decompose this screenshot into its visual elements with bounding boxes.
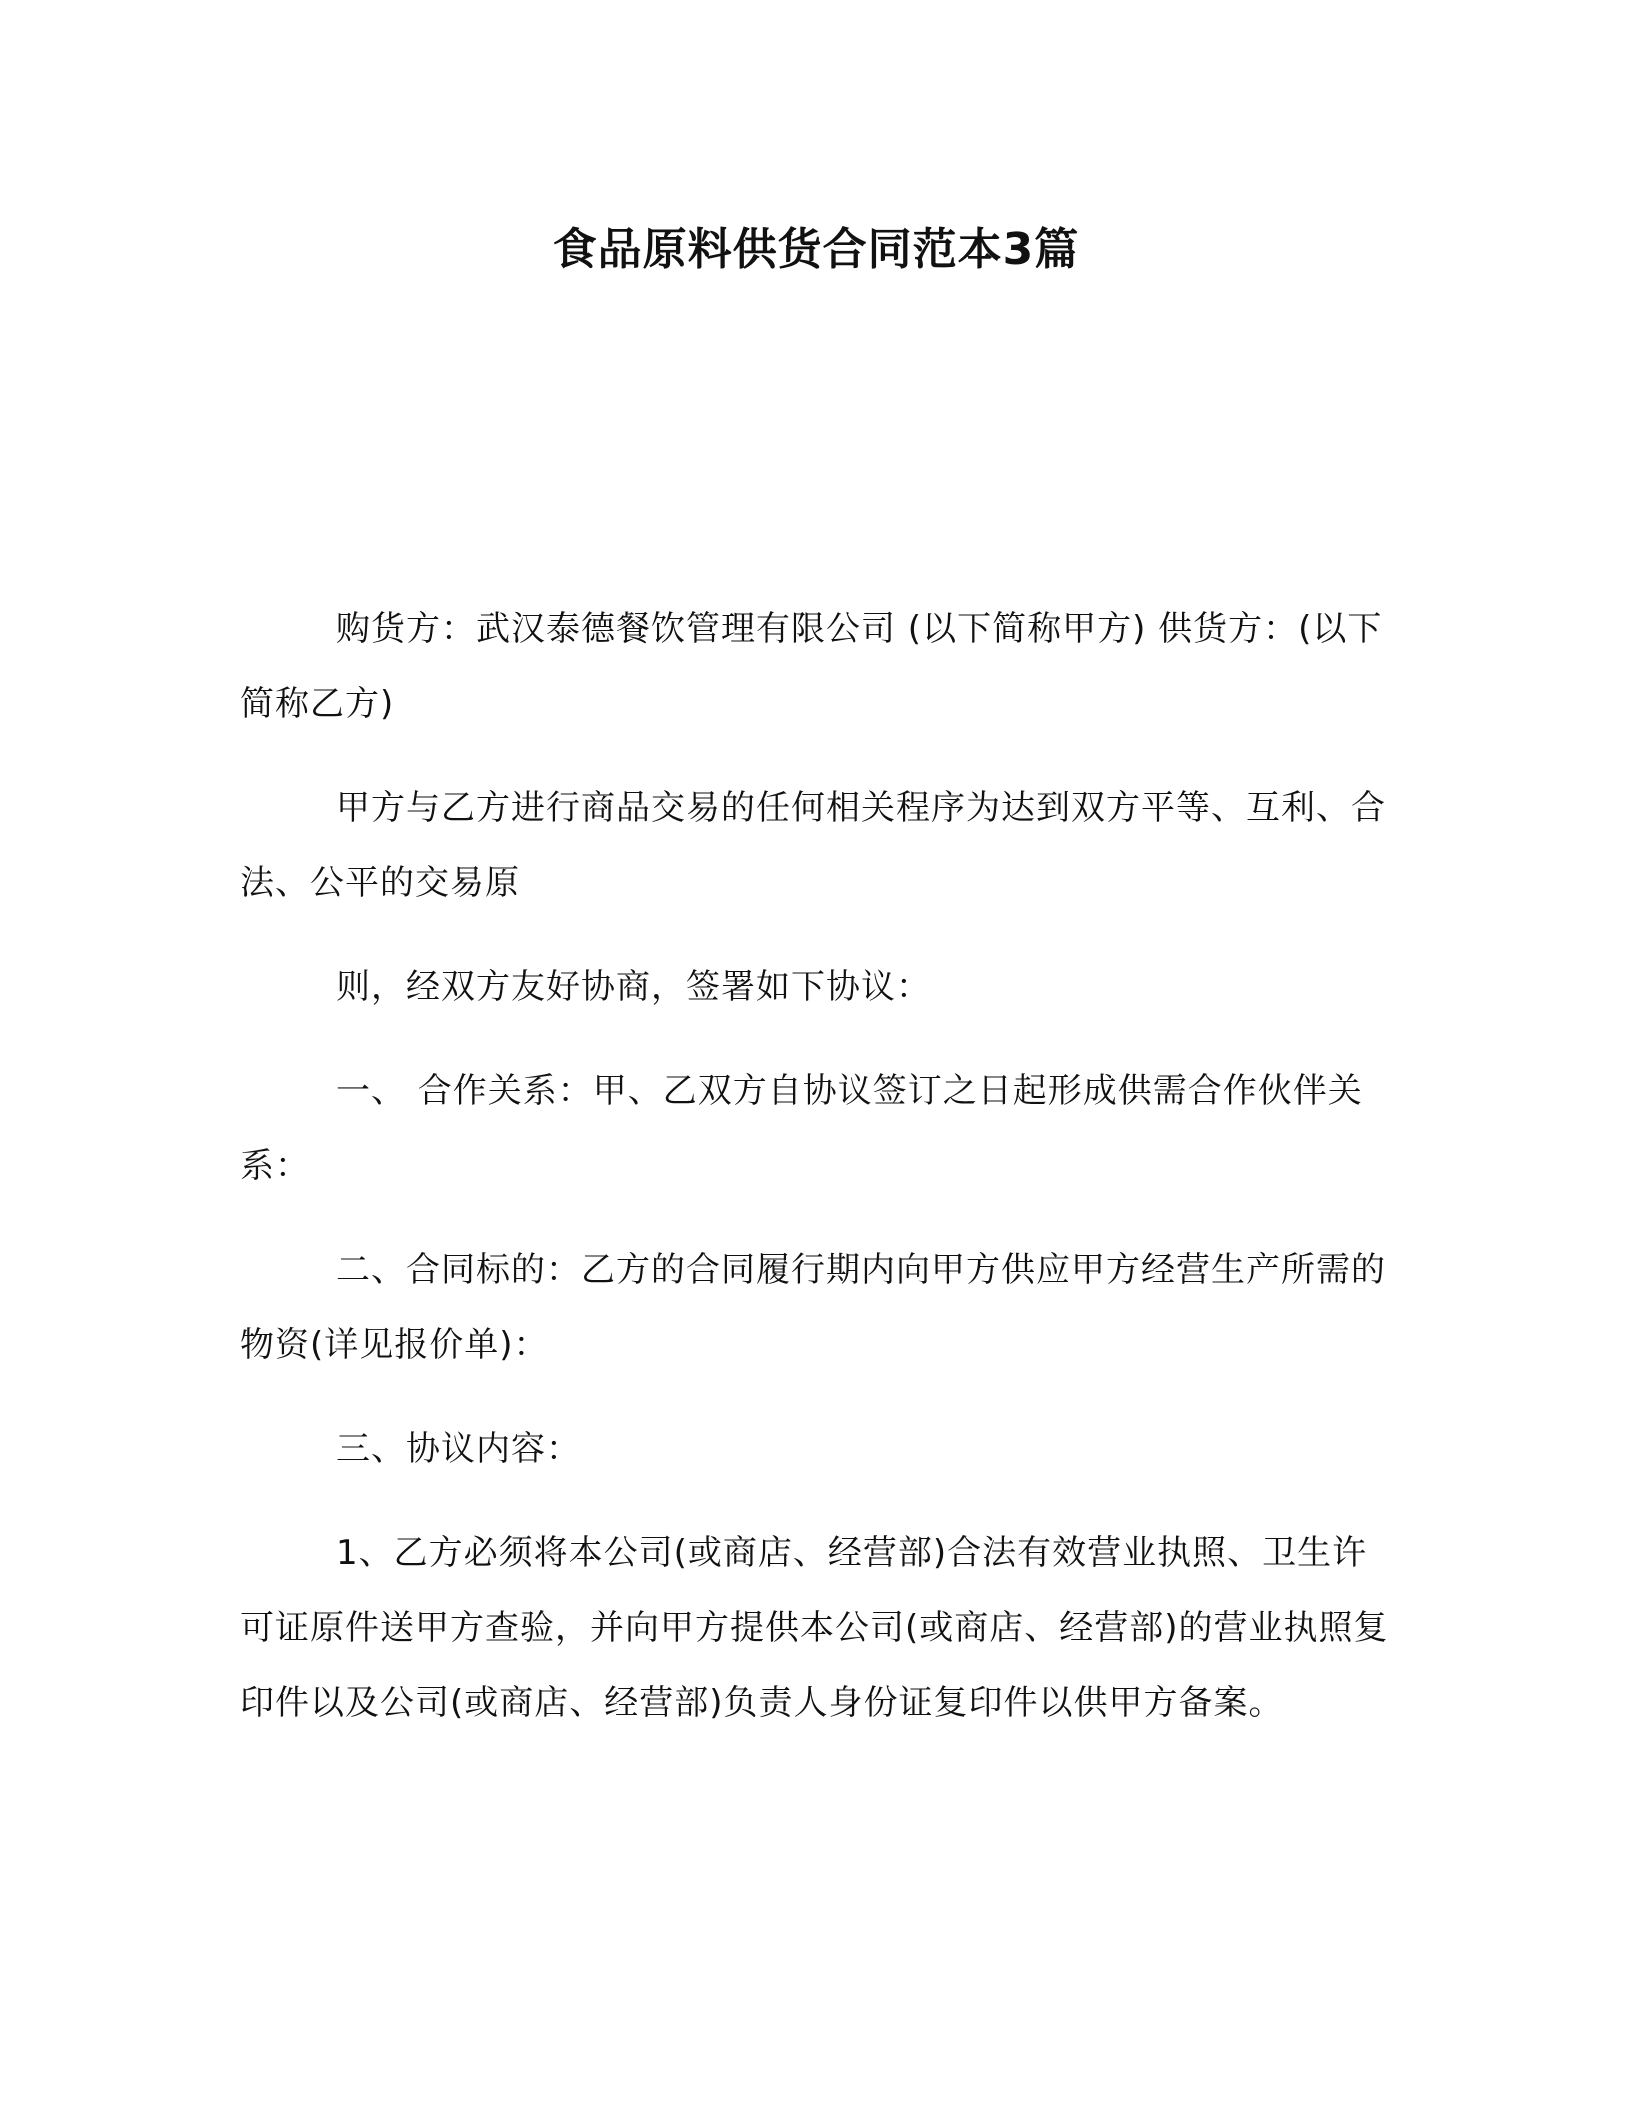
document-title: 食品原料供货合同范本3篇 [552, 224, 1080, 275]
paragraph-section-2: 二、合同标的：乙方的合同履行期内向甲方供应甲方经营生产所需的物资(详见报价单)： [240, 1250, 1386, 1365]
paragraph-principles: 甲方与乙方进行商品交易的任何相关程序为达到双方平等、互利、合法、公平的交易原 [240, 788, 1386, 903]
paragraph-section-1: 一、 合作关系：甲、乙双方自协议签订之日起形成供需合作伙伴关系： [240, 1071, 1363, 1186]
document-body [240, 592, 1392, 1770]
paragraph-parties: 购货方：武汉泰德餐饮管理有限公司 (以下简称甲方) 供货方：(以下简称乙方) [240, 609, 1383, 724]
paragraph-agreement-intro: 则，经双方友好协商，签署如下协议： [336, 967, 931, 1007]
paragraph-section-3: 三、协议内容： [336, 1429, 581, 1469]
paragraph-clause-1: 1、乙方必须将本公司(或商店、经营部)合法有效营业执照、卫生许可证原件送甲方查验，并向甲方提供本公司(或商店、经营部)的营业执照复印件以及公司(或商店、经营部)负责人身份证复印件以供甲方备案。 [240, 1533, 1389, 1723]
